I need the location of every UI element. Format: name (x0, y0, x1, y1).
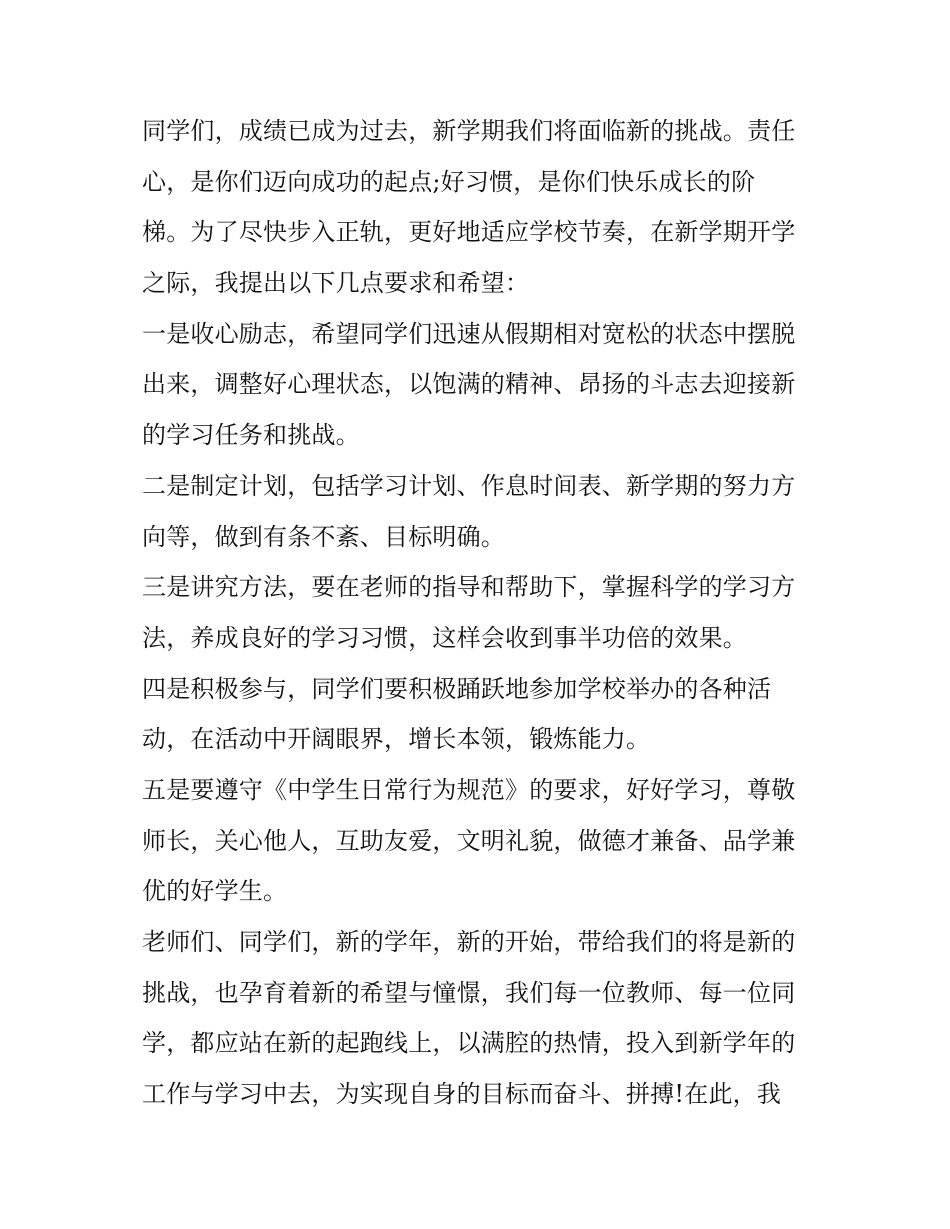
text-line-17: 老师们、同学们，新的学年，新的开始，带给我们的将是新的 (142, 928, 796, 956)
text-line-8: 二是制定计划，包括学习计划、作息时间表、新学期的努力方 (142, 471, 796, 500)
text-line-2: 心，是你们迈向成功的起点;好习惯，是你们快乐成长的阶 (142, 167, 756, 196)
text-line-9: 向等，做到有条不紊、目标明确。 (142, 522, 505, 551)
document-body (142, 106, 822, 1120)
text-line-12: 四是积极参与，同学们要积极踊跃地参加学校举办的各种活 (142, 674, 772, 703)
text-line-19: 学，都应站在新的起跑线上，以满腔的热情，投入到新学年的 (142, 1029, 796, 1058)
text-line-11: 法，养成良好的学习习惯，这样会收到事半功倍的效果。 (142, 623, 747, 652)
text-line-16: 优的好学生。 (142, 877, 288, 906)
text-line-18: 挑战，也孕育着新的希望与憧憬，我们每一位教师、每一位同 (142, 978, 796, 1007)
text-line-1: 同学们，成绩已成为过去，新学期我们将面临新的挑战。责任 (142, 117, 796, 145)
text-line-10: 三是讲究方法，要在老师的指导和帮助下，掌握科学的学习方 (142, 573, 796, 602)
text-line-4: 之际，我提出以下几点要求和希望： (142, 269, 530, 298)
text-line-5: 一是收心励志，希望同学们迅速从假期相对宽松的状态中摆脱 (142, 319, 796, 348)
text-line-3: 梯。为了尽快步入正轨，更好地适应学校节奏，在新学期开学 (142, 218, 796, 247)
text-line-15: 师长，关心他人，互助友爱，文明礼貌，做德才兼备、品学兼 (142, 826, 796, 855)
text-line-14: 五是要遵守《中学生日常行为规范》的要求，好好学习，尊敬 (142, 775, 796, 804)
text-line-13: 动，在活动中开阔眼界，增长本领，锻炼能力。 (142, 725, 651, 754)
text-line-20: 工作与学习中去，为实现自身的目标而奋斗、拼搏!在此，我 (142, 1080, 782, 1109)
text-line-7: 的学习任务和挑战。 (142, 421, 360, 450)
text-line-6: 出来，调整好心理状态，以饱满的精神、昂扬的斗志去迎接新 (142, 370, 796, 399)
